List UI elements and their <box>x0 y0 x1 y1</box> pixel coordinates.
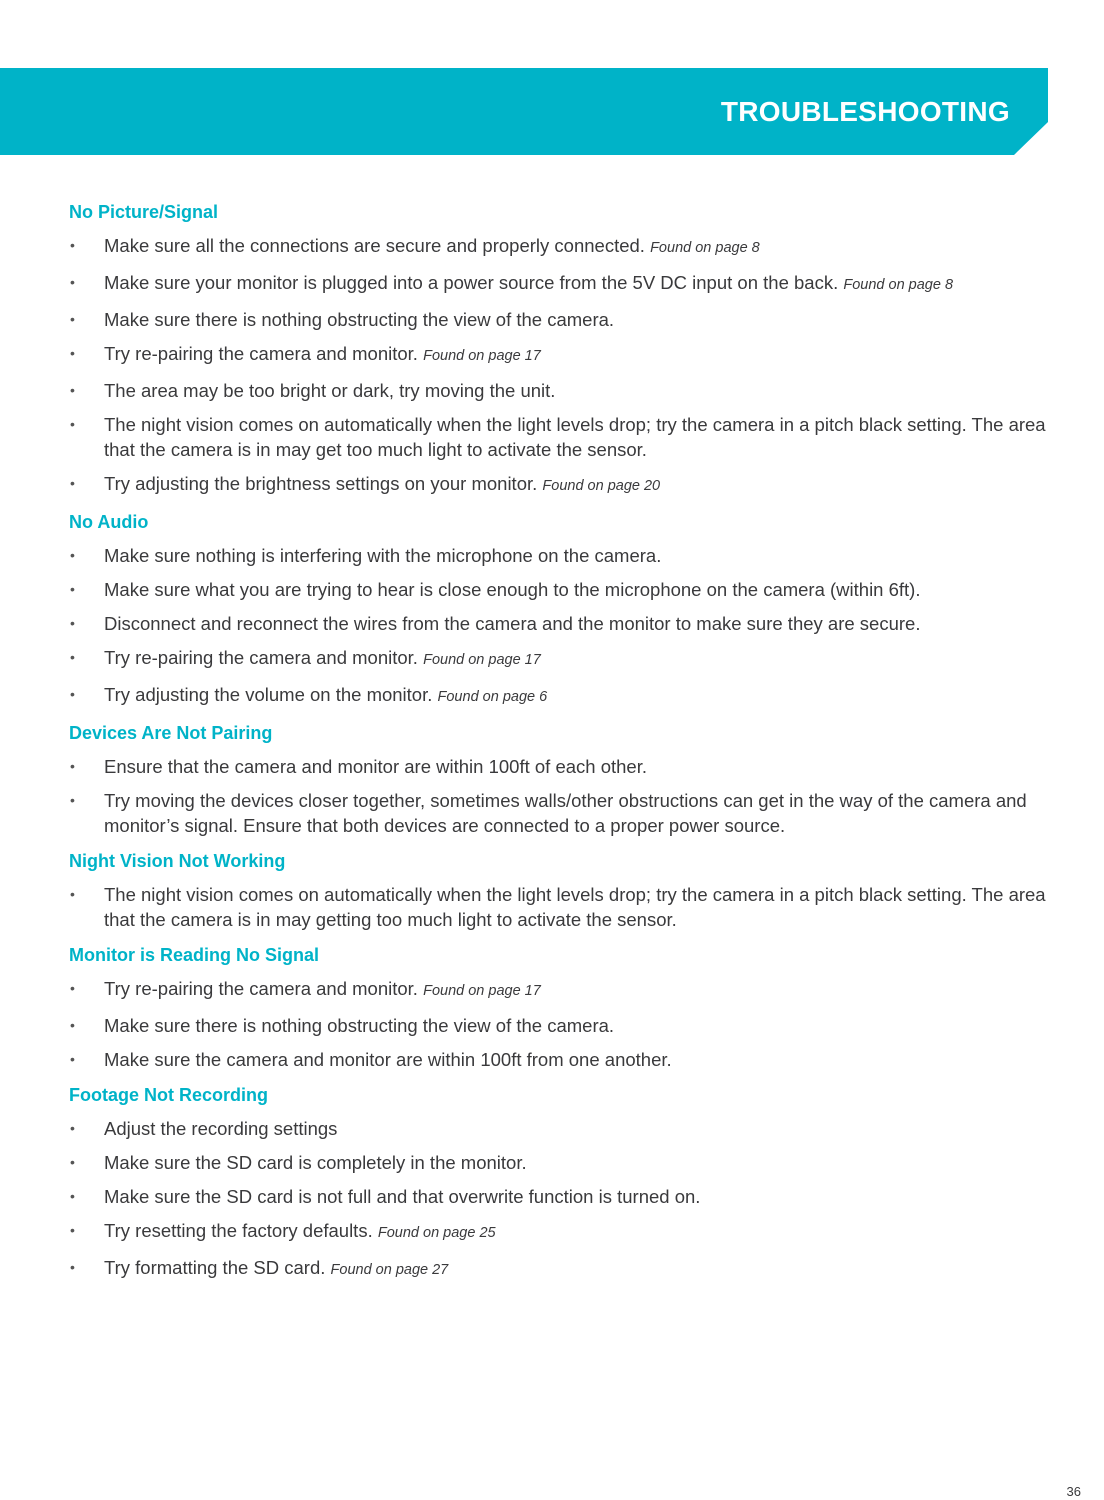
section-heading: No Picture/Signal <box>69 202 219 222</box>
list-item-text: Adjust the recording settings <box>104 1118 338 1139</box>
bullet-icon: • <box>70 886 75 902</box>
bullet-icon: • <box>70 615 75 631</box>
list-item-text: Make sure there is nothing obstructing the view of the camera. <box>104 309 615 330</box>
list-item-text: Make sure your monitor is plugged into a power source from the 5V DC input on the back. <box>104 272 839 293</box>
list-item <box>69 754 1104 779</box>
bullet-icon: • <box>70 311 75 327</box>
list-item <box>69 471 1104 499</box>
bullet-list <box>69 233 1104 499</box>
section-night-vision-not-working <box>69 849 1104 932</box>
section-heading: Monitor is Reading No Signal <box>69 945 320 965</box>
list-item-text: Try moving the devices closer together, sometimes walls/other obstructions can get in the way of the camera and monitor’s signal. Ensure that both devices are connected to a proper power source. <box>104 790 1027 836</box>
list-item <box>69 1047 1104 1072</box>
list-item-text: Ensure that the camera and monitor are within 100ft of each other. <box>104 756 647 777</box>
list-item-text: Try re-pairing the camera and monitor. <box>104 343 418 364</box>
section-devices-are-not-pairing <box>69 721 1104 838</box>
list-item-text: Disconnect and reconnect the wires from the camera and the monitor to make sure they are secure. <box>104 613 921 634</box>
list-item <box>69 1255 1104 1283</box>
list-item-text: Try formatting the SD card. <box>104 1257 326 1278</box>
list-item <box>69 341 1104 369</box>
page-reference: Found on page 8 <box>650 240 760 256</box>
list-item <box>69 270 1104 298</box>
section-heading: Devices Are Not Pairing <box>69 723 273 743</box>
list-item <box>69 1150 1104 1175</box>
list-item <box>69 378 1104 403</box>
bullet-icon: • <box>70 547 75 563</box>
list-item <box>69 682 1104 710</box>
list-item-text: Try adjusting the brightness settings on your monitor. <box>104 473 538 494</box>
list-item <box>69 577 1104 602</box>
list-item-text: Make sure nothing is interfering with the microphone on the camera. <box>104 545 662 566</box>
bullet-icon: • <box>70 1120 75 1136</box>
list-item <box>69 1218 1104 1246</box>
bullet-icon: • <box>70 1051 75 1067</box>
list-item-text: Make sure the SD card is completely in the monitor. <box>104 1152 527 1173</box>
list-item-text: Make sure what you are trying to hear is close enough to the microphone on the camera (within 6ft). <box>104 579 921 600</box>
bullet-icon: • <box>70 237 75 253</box>
section-heading: No Audio <box>69 512 149 532</box>
page-reference: Found on page 8 <box>843 277 954 293</box>
bullet-icon: • <box>70 581 75 597</box>
troubleshooting-content <box>69 200 1104 1294</box>
bullet-icon: • <box>70 345 75 361</box>
section-no-picture-signal <box>69 200 1104 499</box>
list-item-text: The night vision comes on automatically when the light levels drop; try the camera in a pitch black setting. The area that the camera is in may get too much light to activate the sensor. <box>104 414 1046 460</box>
section-no-audio <box>69 510 1104 710</box>
page-reference: Found on page 6 <box>437 689 548 705</box>
list-item <box>69 1184 1104 1209</box>
bullet-icon: • <box>70 1259 75 1275</box>
bullet-icon: • <box>70 475 75 491</box>
page-reference: Found on page 25 <box>377 1225 496 1241</box>
bullet-icon: • <box>70 274 75 290</box>
bullet-icon: • <box>70 1188 75 1204</box>
list-item <box>69 645 1104 673</box>
bullet-list <box>69 1116 1104 1283</box>
page-reference: Found on page 17 <box>423 652 541 668</box>
list-item-text: The night vision comes on automatically when the light levels drop; try the camera in a pitch black setting. The area that the camera is in may getting too much light to activate the sensor. <box>104 884 1046 930</box>
list-item-text: Try adjusting the volume on the monitor. <box>104 684 433 705</box>
list-item <box>69 788 1054 838</box>
section-heading: Footage Not Recording <box>69 1085 268 1105</box>
list-item <box>69 543 1104 568</box>
list-item-text: Make sure the SD card is not full and that overwrite function is turned on. <box>104 1186 701 1207</box>
page-title: TROUBLESHOOTING <box>720 96 1010 127</box>
bullet-icon: • <box>70 382 75 398</box>
list-item-text: Make sure all the connections are secure and properly connected. <box>104 235 645 256</box>
list-item <box>69 307 1104 332</box>
bullet-icon: • <box>70 416 75 432</box>
bullet-icon: • <box>70 980 75 996</box>
bullet-icon: • <box>70 792 75 808</box>
bullet-icon: • <box>70 1017 75 1033</box>
bullet-icon: • <box>70 1222 75 1238</box>
list-item <box>69 611 1104 636</box>
bullet-list <box>69 976 1104 1072</box>
page-reference: Found on page 17 <box>423 983 541 999</box>
list-item <box>69 412 1054 462</box>
bullet-icon: • <box>70 758 75 774</box>
page-number: 36 <box>1066 1484 1081 1499</box>
list-item-text: Try resetting the factory defaults. <box>104 1220 373 1241</box>
list-item-text: Make sure the camera and monitor are within 100ft from one another. <box>104 1049 672 1070</box>
bullet-icon: • <box>70 649 75 665</box>
list-item <box>69 976 1104 1004</box>
bullet-list <box>69 882 1104 932</box>
bullet-list <box>69 543 1104 710</box>
list-item <box>69 1013 1104 1038</box>
list-item-text: Make sure there is nothing obstructing the view of the camera. <box>104 1015 615 1036</box>
list-item-text: Try re-pairing the camera and monitor. <box>104 978 418 999</box>
page-reference: Found on page 27 <box>330 1262 449 1278</box>
list-item-text: Try re-pairing the camera and monitor. <box>104 647 418 668</box>
section-monitor-is-reading-no-signal <box>69 943 1104 1072</box>
list-item <box>69 1116 1104 1141</box>
page-reference: Found on page 17 <box>423 348 541 364</box>
bullet-icon: • <box>70 1154 75 1170</box>
list-item <box>69 233 1104 261</box>
list-item-text: The area may be too bright or dark, try moving the unit. <box>104 380 556 401</box>
section-heading: Night Vision Not Working <box>69 851 286 871</box>
page-reference: Found on page 20 <box>542 478 661 494</box>
bullet-list <box>69 754 1104 838</box>
section-footage-not-recording <box>69 1083 1104 1283</box>
list-item <box>69 882 1054 932</box>
bullet-icon: • <box>70 686 75 702</box>
